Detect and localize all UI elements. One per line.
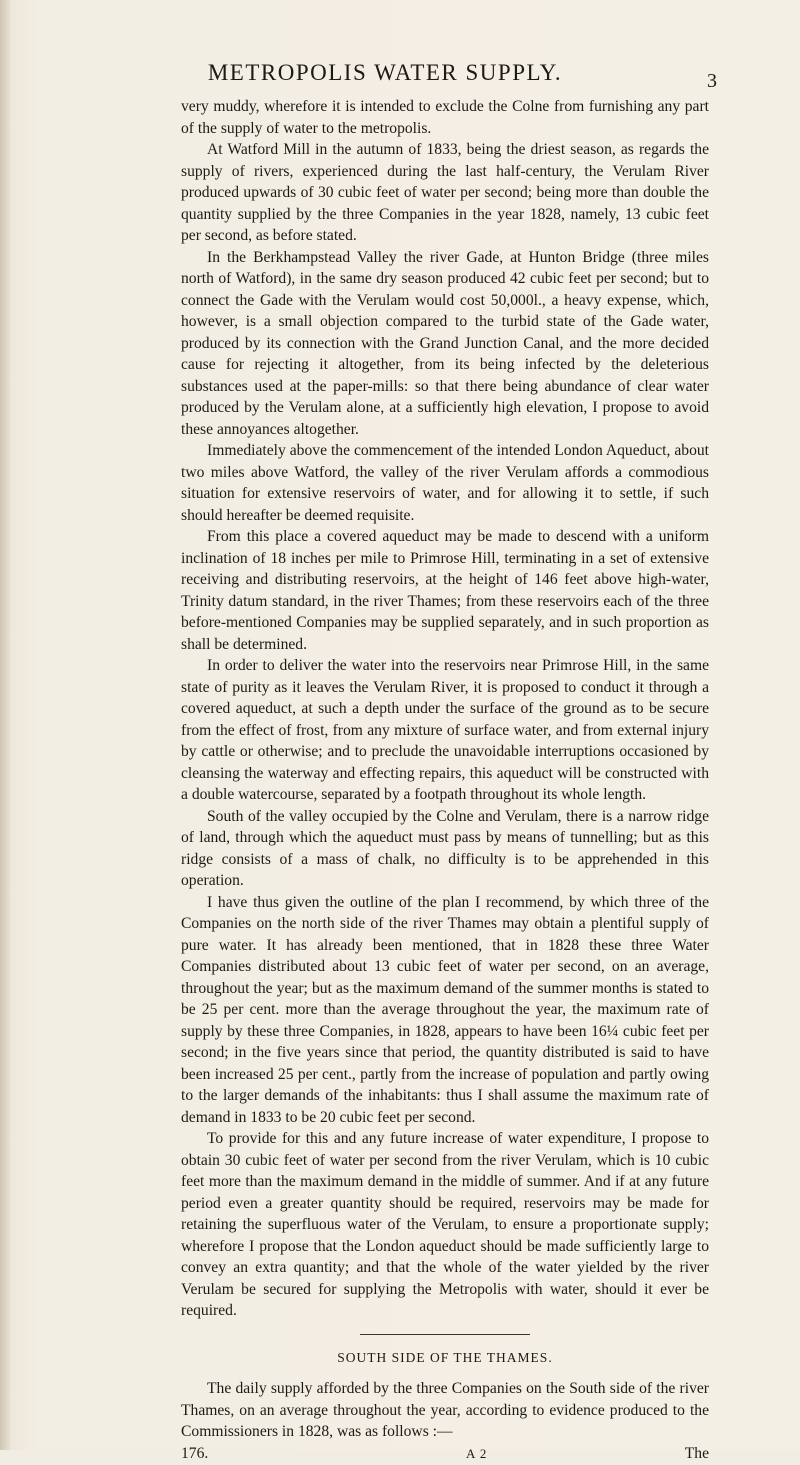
paragraph: I have thus given the outline of the plan I recommend, by which three of the Companies on the north side of the river Thames may obtain a plentiful supply of pure water. It has already been mentioned, that in 1828 these three Water Companies distributed about 13 cubic feet of water per second, on an average, throughout the year; but as the maximum demand of the summer months is stated to be 25 per cent. more than the average throughout the year, the maximum rate of supply by these three Companies, in 1828, appears to have been 16¼ cubic feet per second; in the five years since that period, the quantity distributed is said to have been increased 25 per cent., partly from the increase of population and partly owing to the larger demands of the inhabitants: thus I shall assume the maximum rate of demand in 1833 to be 20 cubic feet per second. [181, 893, 709, 1126]
signature-number: 176. [181, 1444, 209, 1462]
section-divider [360, 1334, 530, 1335]
paragraph: To provide for this and any future increase of water expenditure, I propose to obtain 30 cubic feet of water per second from the river Verulam, which is 10 cubic feet more than the maximum demand in the middle of summer. And if at any future period even a greater quantity should be required, reservoirs may be made for retaining the superfluous water of the Verulam, to ensure a proportionate supply; wherefore I propose that the London aqueduct should be made sufficiently large to convey an extra quantity; and that the whole of the water yielded by the river Verulam be secured for supplying the Metropolis with water, should it ever be required. [181, 1130, 709, 1319]
paragraph: very muddy, wherefore it is intended to exclude the Colne from furnishing any part of the supply of water to the metropolis. [181, 98, 709, 137]
page-footer [181, 1443, 709, 1465]
paragraph: Immediately above the commencement of the intended London Aqueduct, about two miles above Watford, the valley of the river Verulam affords a commodious situation for extensive reservoirs of water, and for allowing it to settle, if such should hereafter be deemed requisite. [181, 442, 709, 524]
paragraph: South of the valley occupied by the Colne and Verulam, there is a narrow ridge of land, through which the aqueduct must pass by means of tunnelling; but as this ridge consists of a mass of chalk, no difficulty is to be apprehended in this operation. [181, 807, 709, 889]
paragraph: The daily supply afforded by the three Companies on the South side of the river Thames, on an average throughout the year, according to evidence produced to the Commissioners in 1828, was as follows :— [181, 1380, 709, 1440]
signature-mark: A 2 [466, 1445, 488, 1461]
running-head: METROPOLIS WATER SUPPLY. [207, 60, 563, 85]
section-heading: SOUTH SIDE OF THE THAMES. [337, 1349, 553, 1365]
paragraph: In order to deliver the water into the reservoirs near Primrose Hill, in the same state of purity as it leaves the Verulam River, it is proposed to conduct it through a covered aqueduct, at such a depth under the surface of the ground as to be secure from the effect of frost, from any mixture of surface water, and from external injury by cattle or otherwise; and to preclude the unavoidable interruptions occasioned by cleansing the waterway and effecting repairs, this aqueduct will be constructed with a double watercourse, separated by a footpath throughout its whole length. [181, 657, 709, 803]
page-number: 3 [707, 70, 717, 92]
paragraph: In the Berkhampstead Valley the river Gade, at Hunton Bridge (three miles north of Watford), in the same dry season produced 42 cubic feet per second; but to connect the Gade with the Verulam would cost 50,000l., a heavy expense, which, however, is a small objection compared to the turbid state of the Gade water, produced by its connection with the Grand Junction Canal, and the more decided cause for rejecting it altogether, from its being infected by the deleterious substances used at the paper-mills: so that there being abundance of clear water produced by the Verulam alone, at a sufficiently high elevation, I propose to avoid these annoyances altogether. [181, 248, 709, 438]
body-text [181, 96, 709, 1465]
paragraph: At Watford Mill in the autumn of 1833, being the driest season, as regards the supply of rivers, experienced during the last half-century, the Verulam River produced upwards of 30 cubic feet of water per second; being more than double the quantity supplied by the three Companies in the year 1828, namely, 13 cubic feet per second, as before stated. [181, 141, 709, 244]
paragraph: From this place a covered aqueduct may be made to descend with a uniform inclination of 18 inches per mile to Primrose Hill, terminating in a set of extensive receiving and distributing reservoirs, at the height of 146 feet above high-water, Trinity datum standard, in the river Thames; from these reservoirs each of the three before-mentioned Companies may be supplied separately, and in such proportion as shall be determined. [181, 528, 709, 653]
page-gutter-shadow [0, 0, 10, 1450]
catchword: The [684, 1444, 709, 1462]
